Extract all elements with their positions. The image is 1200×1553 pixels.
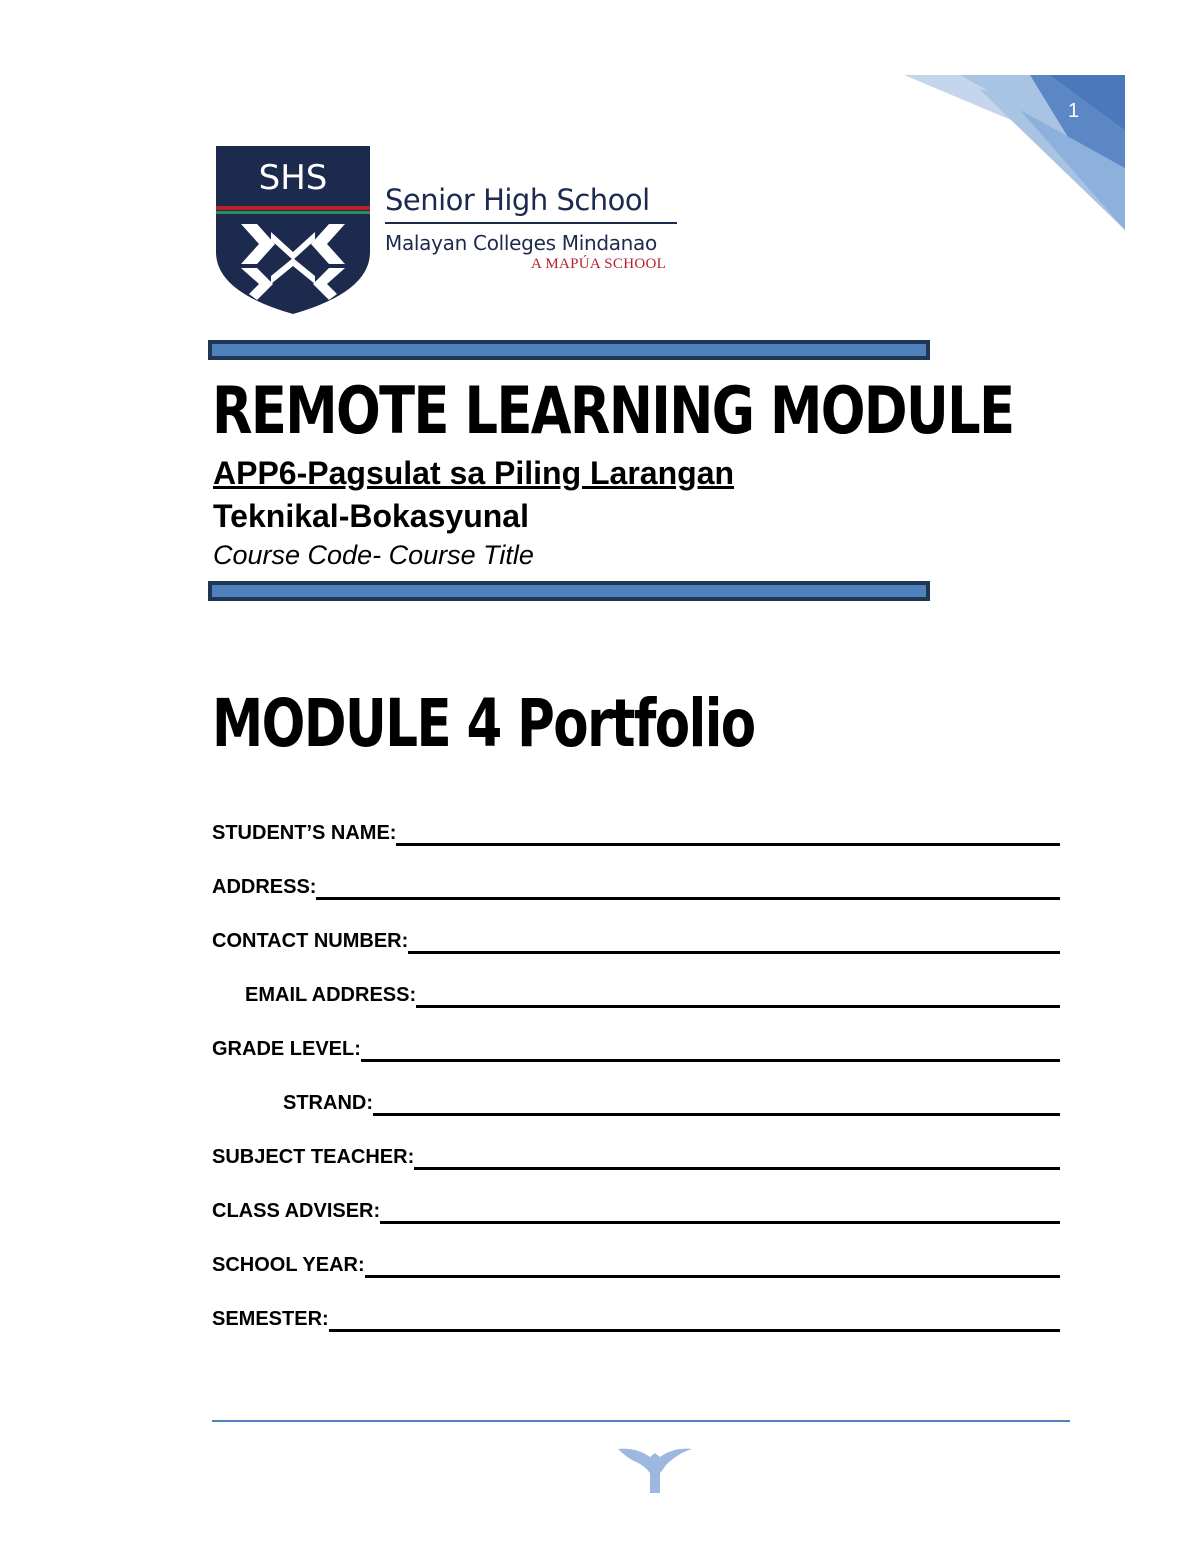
bird-emblem-icon xyxy=(616,1443,694,1495)
student-name-blank[interactable] xyxy=(396,843,1060,846)
field-label: SUBJECT TEACHER: xyxy=(212,1146,415,1168)
subject-teacher-field xyxy=(212,1144,1060,1170)
field-label: EMAIL ADDRESS: xyxy=(245,984,417,1006)
grade-level-field xyxy=(212,1036,1060,1062)
subject-teacher-blank[interactable] xyxy=(414,1167,1060,1170)
contact-number-blank[interactable] xyxy=(408,951,1060,954)
logo-divider xyxy=(385,222,677,224)
field-label: CLASS ADVISER: xyxy=(212,1200,381,1222)
email-address-field xyxy=(245,982,1060,1008)
corner-decoration xyxy=(900,70,1130,230)
field-label: STRAND: xyxy=(283,1092,373,1114)
module-type-title: REMOTE LEARNING MODULE xyxy=(212,374,1014,449)
field-label: GRADE LEVEL: xyxy=(212,1038,361,1060)
shs-badge-label: SHS xyxy=(258,158,328,198)
school-year-field xyxy=(212,1252,1060,1278)
semester-field xyxy=(212,1306,1060,1332)
address-blank[interactable] xyxy=(316,897,1060,900)
grade-level-blank[interactable] xyxy=(361,1059,1060,1062)
email-address-blank[interactable] xyxy=(416,1005,1060,1008)
course-hint: Course Code- Course Title xyxy=(213,540,534,570)
school-logo xyxy=(213,142,693,322)
field-label: SEMESTER: xyxy=(212,1308,329,1330)
field-label: ADDRESS: xyxy=(212,876,317,898)
header-bottom-bar xyxy=(208,581,930,601)
header-top-bar xyxy=(208,340,930,360)
strand-field xyxy=(283,1090,1060,1116)
strand-blank[interactable] xyxy=(373,1113,1060,1116)
class-adviser-field xyxy=(212,1198,1060,1224)
address-field xyxy=(212,874,1060,900)
contact-number-field xyxy=(212,928,1060,954)
course-name: Teknikal-Bokasyunal xyxy=(213,498,529,534)
field-label: STUDENT’S NAME: xyxy=(212,822,397,844)
school-name: Senior High School xyxy=(385,183,650,217)
semester-blank[interactable] xyxy=(329,1329,1060,1332)
school-year-blank[interactable] xyxy=(365,1275,1060,1278)
page-number: 1 xyxy=(1068,100,1080,122)
field-label: CONTACT NUMBER: xyxy=(212,930,409,952)
shs-badge-text xyxy=(213,142,373,202)
class-adviser-blank[interactable] xyxy=(380,1221,1060,1224)
student-name-field xyxy=(212,820,1060,846)
module-title: MODULE 4 Portfolio xyxy=(212,685,755,762)
footer-divider xyxy=(212,1420,1070,1422)
course-code: APP6-Pagsulat sa Piling Larangan xyxy=(213,455,735,491)
field-label: SCHOOL YEAR: xyxy=(212,1254,365,1276)
college-name: Malayan Colleges Mindanao xyxy=(385,231,657,255)
mapua-tagline: A MAPÚA SCHOOL xyxy=(531,256,667,272)
